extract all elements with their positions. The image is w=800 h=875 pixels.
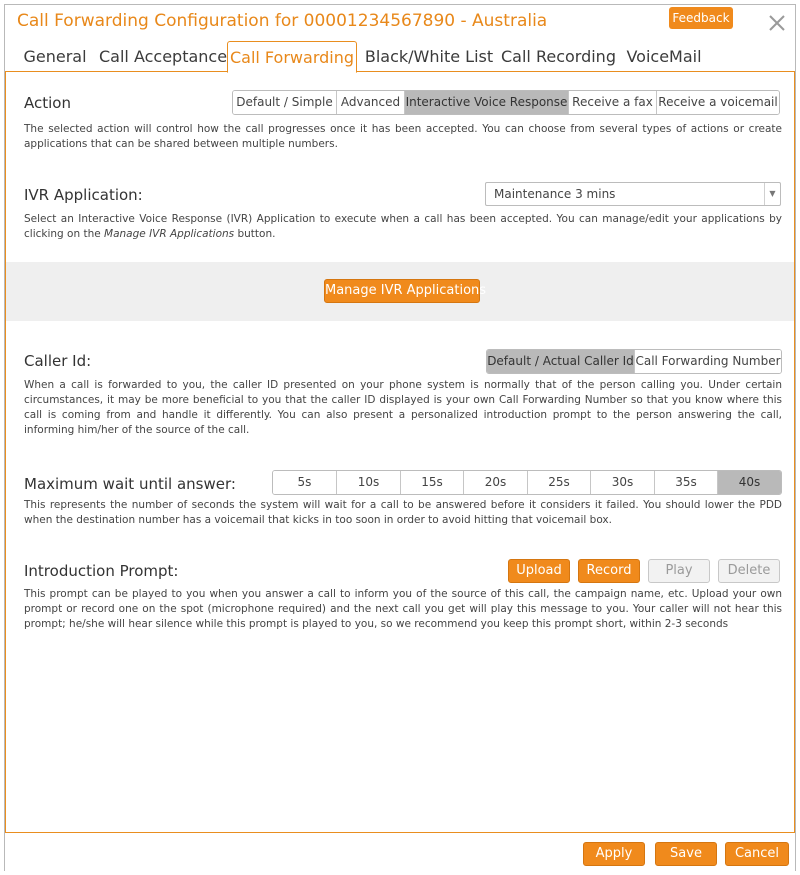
tab-voicemail[interactable]: VoiceMail	[626, 47, 702, 66]
play-button[interactable]: Play	[648, 559, 710, 583]
max-wait-option-10s[interactable]: 10s	[337, 471, 401, 494]
tab-black-white-list[interactable]: Black/White List	[364, 47, 494, 66]
intro-prompt-description: This prompt can be played to you when you answer a call to inform you of the source of this call, the campaign name, etc. Upload your own prompt or record one on the spot (microphone required) and the next call you get will play this message to you. Your caller will not hear this prompt; he/she will hear silence while this prompt is played to you, so we recommend you keep this prompt short, within 2-3 seconds	[24, 588, 782, 630]
ivr-description	[24, 212, 782, 242]
save-button[interactable]: Save	[655, 842, 717, 866]
action-option-advanced[interactable]: Advanced	[337, 91, 405, 114]
max-wait-selector	[272, 470, 782, 495]
chevron-down-icon: ▼	[764, 183, 780, 205]
record-button[interactable]: Record	[578, 559, 640, 583]
max-wait-option-35s[interactable]: 35s	[655, 471, 718, 494]
tab-general[interactable]: General	[23, 47, 87, 66]
tab-call-recording[interactable]: Call Recording	[501, 47, 616, 66]
max-wait-description: This represents the number of seconds the system will wait for a call to be answered before it considers it failed. You should lower the PDD when the destination number has a voicemail that kicks in too soon in order to avoid hitting that voicemail box.	[24, 499, 782, 526]
apply-button[interactable]: Apply	[583, 842, 645, 866]
action-option-receive-voicemail[interactable]: Receive a voicemail	[657, 91, 779, 114]
max-wait-option-40s[interactable]: 40s	[718, 471, 781, 494]
tab-call-forwarding[interactable]: Call Forwarding	[227, 41, 357, 73]
action-option-receive-fax[interactable]: Receive a fax	[569, 91, 657, 114]
max-wait-option-20s[interactable]: 20s	[464, 471, 528, 494]
close-icon[interactable]	[765, 11, 789, 35]
manage-ivr-applications-button[interactable]: Manage IVR Applications	[324, 279, 480, 303]
upload-button[interactable]: Upload	[508, 559, 570, 583]
ivr-application-label: IVR Application:	[24, 186, 143, 204]
ivr-description-link-text: Manage IVR Applications	[104, 228, 235, 240]
ivr-description-text-end: button.	[234, 228, 276, 240]
dialog-title: Call Forwarding Configuration for 00001234567890 - Australia	[17, 11, 548, 31]
caller-id-selector	[486, 349, 782, 374]
manage-ivr-band	[6, 262, 794, 321]
ivr-application-select[interactable]	[485, 182, 781, 206]
delete-button[interactable]: Delete	[718, 559, 780, 583]
ivr-description-text: Select an Interactive Voice Response (IVR) Application to execute when a call has been accepted. You can manage/edit your applications by clicking on the	[24, 213, 782, 240]
max-wait-option-25s[interactable]: 25s	[528, 471, 591, 494]
caller-id-option-default[interactable]: Default / Actual Caller Id	[487, 350, 635, 373]
caller-id-option-forwarding-number[interactable]: Call Forwarding Number	[635, 350, 781, 373]
max-wait-label: Maximum wait until answer:	[24, 475, 236, 493]
cancel-button[interactable]: Cancel	[725, 842, 789, 866]
max-wait-option-30s[interactable]: 30s	[591, 471, 655, 494]
caller-id-label: Caller Id:	[24, 352, 92, 370]
max-wait-option-15s[interactable]: 15s	[401, 471, 464, 494]
tab-bar	[5, 41, 795, 72]
tab-content	[5, 72, 795, 832]
call-forwarding-dialog	[4, 4, 796, 871]
title-bar	[5, 5, 795, 41]
max-wait-option-5s[interactable]: 5s	[273, 471, 337, 494]
action-description: The selected action will control how the call progresses once it has been accepted. You can choose from several types of actions or create applications that can be shared between multiple numbers.	[24, 123, 782, 150]
intro-prompt-label: Introduction Prompt:	[24, 562, 179, 580]
action-selector	[232, 90, 780, 115]
action-label: Action	[24, 94, 71, 112]
tab-call-acceptance[interactable]: Call Acceptance	[99, 47, 228, 66]
action-option-ivr[interactable]: Interactive Voice Response	[405, 91, 569, 114]
feedback-button[interactable]: Feedback	[669, 7, 733, 29]
dialog-footer	[5, 832, 795, 872]
ivr-application-value: Maintenance 3 mins	[494, 187, 616, 201]
action-option-default-simple[interactable]: Default / Simple	[233, 91, 337, 114]
caller-id-description: When a call is forwarded to you, the caller ID presented on your phone system is normally that of the person calling you. Under certain circumstances, it may be more beneficial to you that the caller ID displayed is your own Call Forwarding Number so that you know where this call is coming from and handle it differently. You can also present a personalized introduction prompt to the person answering the call, informing him/her of the source of the call.	[24, 379, 782, 436]
